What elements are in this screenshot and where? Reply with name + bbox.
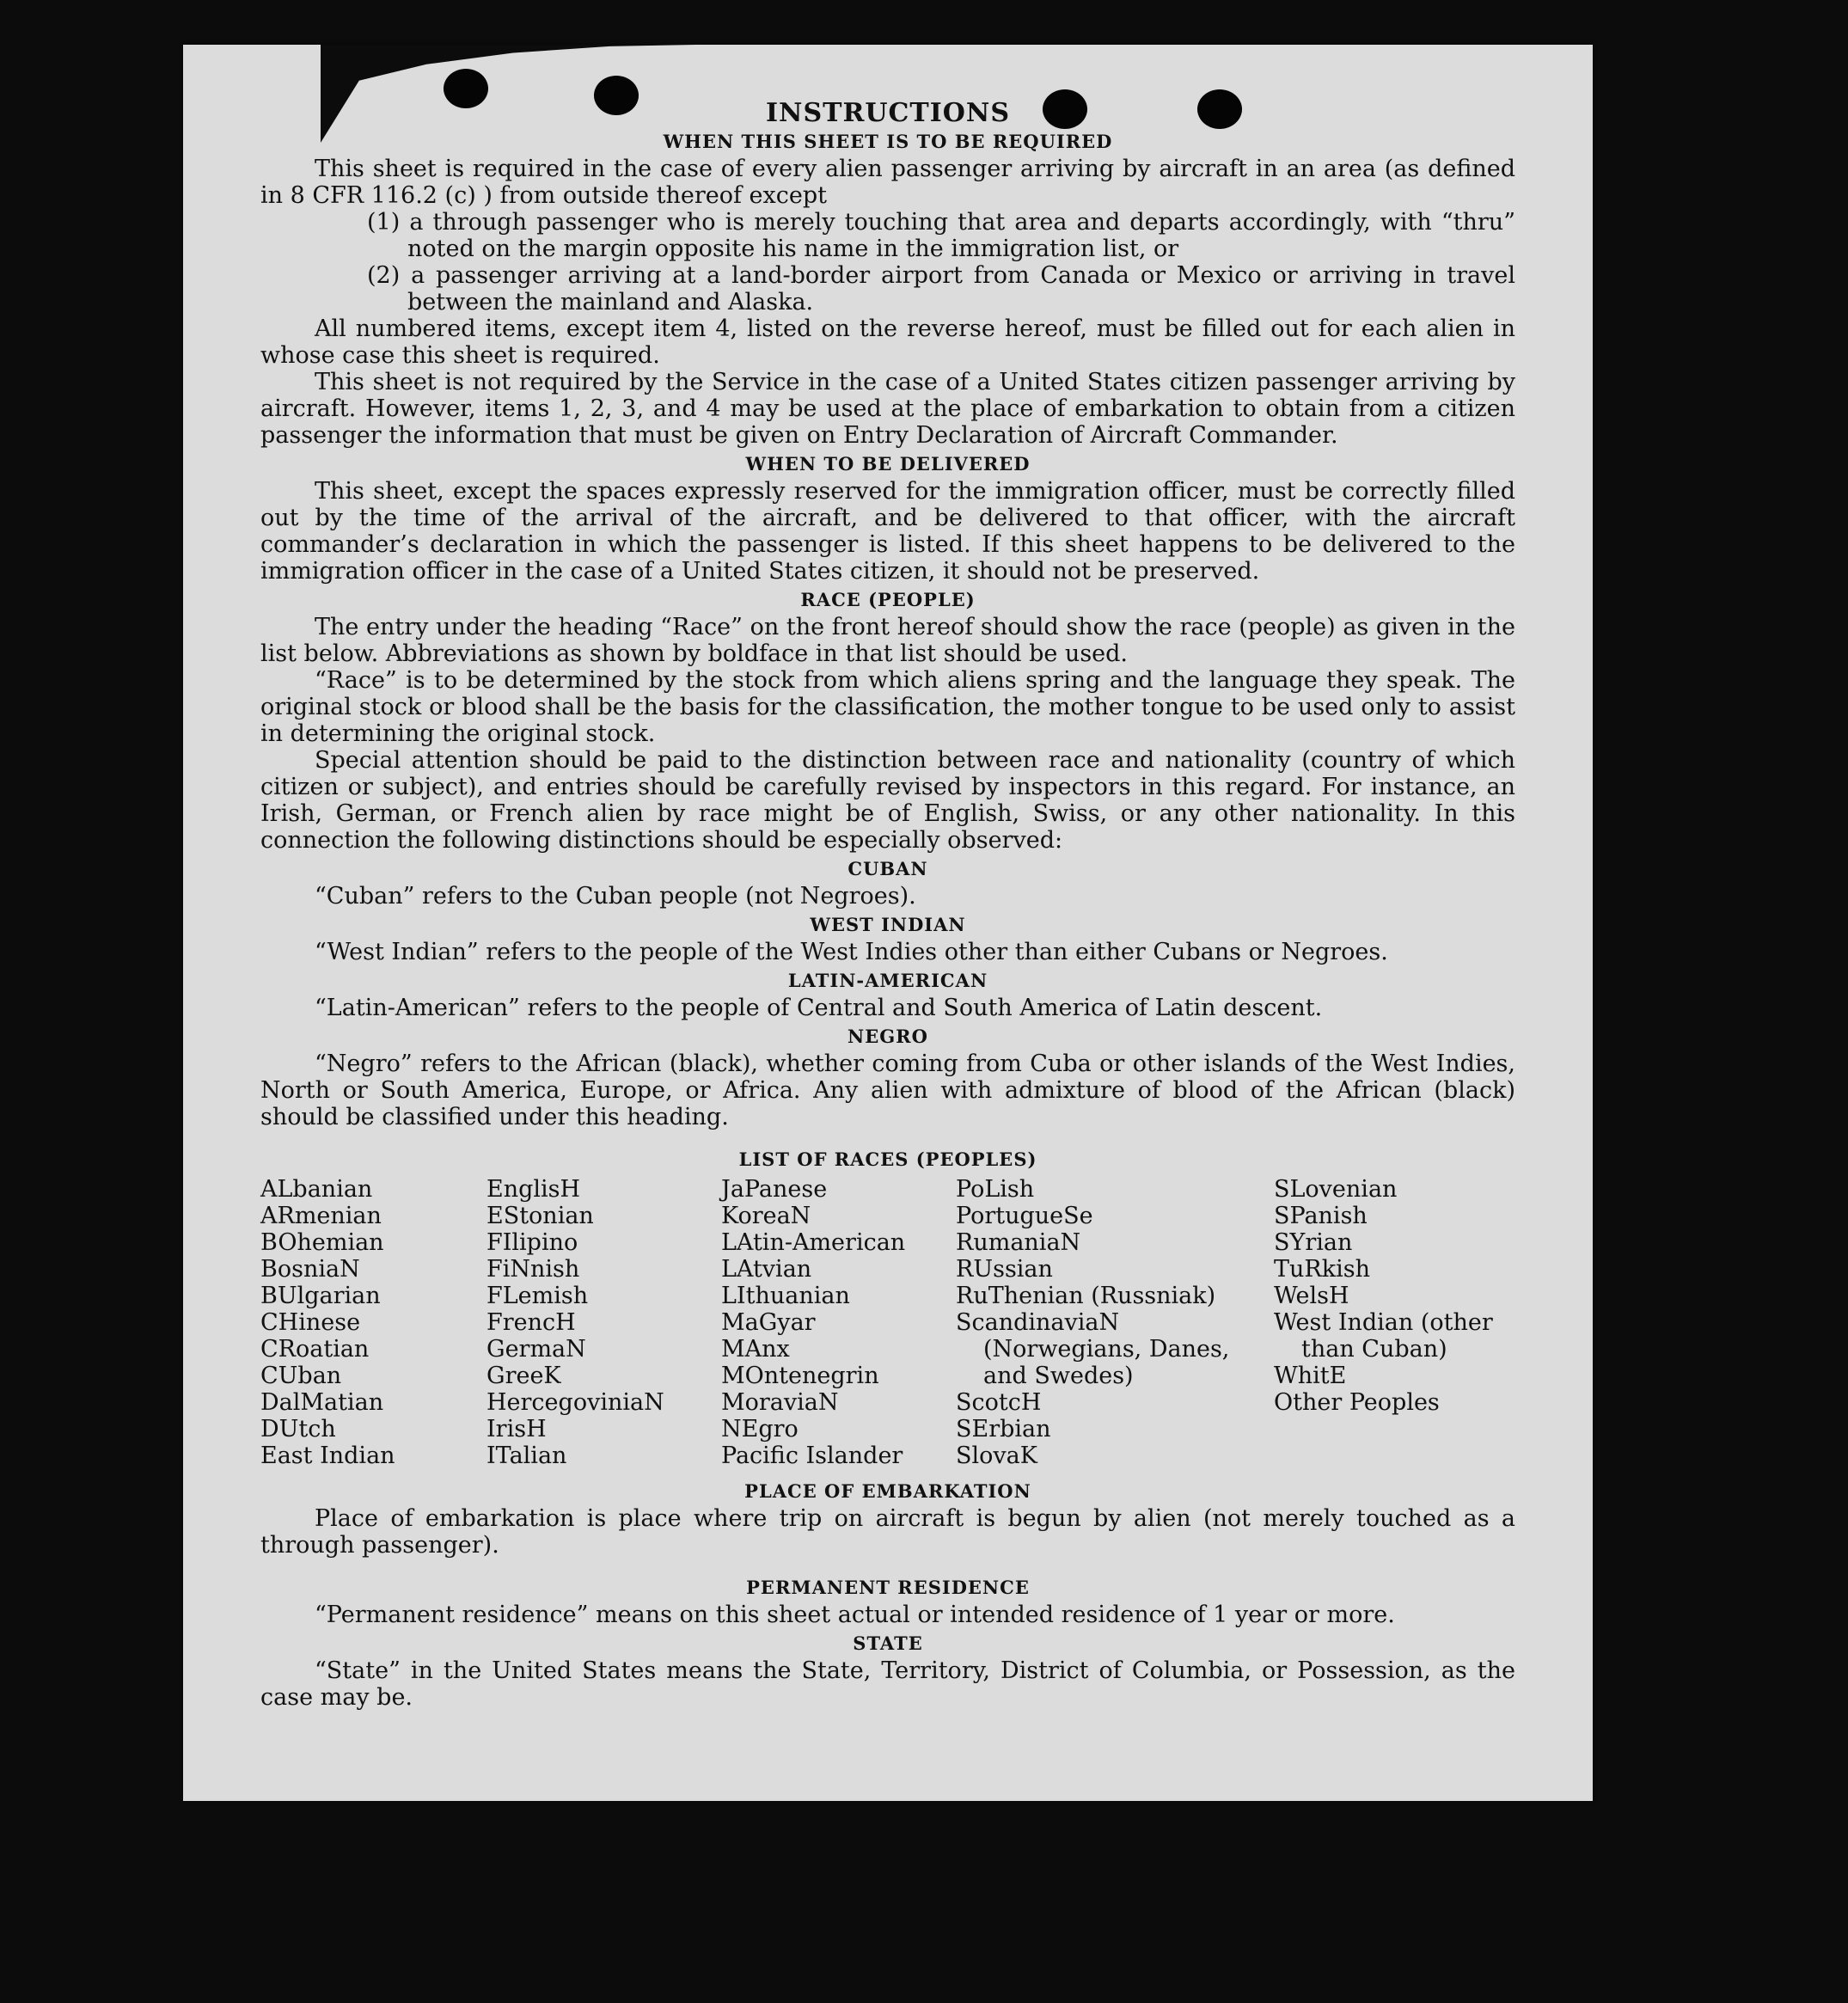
- race-item: RumaniaN: [956, 1229, 1081, 1256]
- race-item: DUtch: [260, 1416, 336, 1443]
- paragraph: The entry under the heading “Race” on the front hereof should show the race (people) as given in the list below. Abbreviations as shown by boldface in that list should be used.: [260, 614, 1515, 667]
- heading-delivered: WHEN TO BE DELIVERED: [745, 453, 1031, 475]
- race-column-4: [956, 1176, 1231, 1469]
- document-sheet: [183, 45, 1593, 1801]
- race-item: NEgro: [721, 1416, 799, 1443]
- heading-residence: PERMANENT RESIDENCE: [746, 1577, 1030, 1598]
- race-item: RuThenian (Russniak): [956, 1283, 1216, 1309]
- race-item: BosniaN: [260, 1256, 360, 1283]
- race-item: LAtvian: [721, 1256, 812, 1283]
- race-item: JaPanese: [721, 1176, 828, 1203]
- paragraph: This sheet is required in the case of every alien passenger arriving by aircraft in an area (as defined in 8 CFR 116.2 (c) ) from outside thereof except: [260, 156, 1515, 209]
- race-item: EnglisH: [486, 1176, 581, 1203]
- paragraph: “Negro” refers to the African (black), whether coming from Cuba or other islands of the West Indies, North or South America, Europe, or Africa. Any alien with admixture of blood of the African (black) should be classified under this heading.: [260, 1051, 1515, 1130]
- list-item: (2) a passenger arriving at a land-border airport from Canada or Mexico or arriving in travel between the mainland and Alaska.: [367, 262, 1515, 315]
- race-item: MoraviaN: [721, 1389, 839, 1416]
- race-item: SLovenian: [1274, 1176, 1398, 1203]
- race-item: FIlipino: [486, 1229, 578, 1256]
- race-item: BOhemian: [260, 1229, 384, 1256]
- paragraph: This sheet, except the spaces expressly reserved for the immigration officer, must be correctly filled out by the time of the arrival of the aircraft, and be delivered to that officer, with the aircraft commander’s declaration in which the passenger is listed. If this sheet happens to be delivered to the immigration officer in the case of a United States citizen, it should not be preserved.: [260, 478, 1515, 585]
- heading-list-of-races: LIST OF RACES (PEOPLES): [738, 1149, 1037, 1170]
- race-item: PortugueSe: [956, 1203, 1093, 1229]
- race-item: BUlgarian: [260, 1283, 381, 1309]
- race-item: ScotcH: [956, 1389, 1042, 1416]
- race-item: ScandinaviaN (Norwegians, Danes, and Swedes): [956, 1309, 1230, 1389]
- paragraph: Special attention should be paid to the distinction between race and nationality (country of which citizen or subject), and entries should be carefully revised by inspectors in this regard. For instance, an Irish, German, or French alien by race might be of English, Swiss, or any other nationality. In this connection the following distinctions should be especially observed:: [260, 747, 1515, 854]
- heading-state: STATE: [853, 1632, 923, 1654]
- race-column-2: [486, 1176, 721, 1469]
- race-item: KoreaN: [721, 1203, 811, 1229]
- race-item: Pacific Islander: [721, 1443, 903, 1469]
- race-item: CHinese: [260, 1309, 361, 1336]
- race-item: SlovaK: [956, 1443, 1037, 1469]
- race-item: WhitE: [1274, 1363, 1347, 1389]
- race-item: East Indian: [260, 1443, 395, 1469]
- race-item: MaGyar: [721, 1309, 816, 1336]
- heading-required: WHEN THIS SHEET IS TO BE REQUIRED: [663, 131, 1113, 152]
- race-item: FrencH: [486, 1309, 576, 1336]
- heading-race: RACE (PEOPLE): [800, 589, 976, 610]
- race-item: CUban: [260, 1363, 342, 1389]
- paragraph: “State” in the United States means the State, Territory, District of Columbia, or Possession, as the case may be.: [260, 1657, 1515, 1711]
- race-list: [260, 1176, 1515, 1469]
- paragraph: “Race” is to be determined by the stock from which aliens spring and the language they speak. The original stock or blood shall be the basis for the classification, the mother tongue to be used only to assist in determining the original stock.: [260, 667, 1515, 747]
- paragraph: “Permanent residence” means on this sheet actual or intended residence of 1 year or more.: [315, 1602, 1395, 1628]
- race-item: MOntenegrin: [721, 1363, 879, 1389]
- race-item: SYrian: [1274, 1229, 1353, 1256]
- race-item: SPanish: [1274, 1203, 1368, 1229]
- race-item: LAtin-American: [721, 1229, 906, 1256]
- race-item: ARmenian: [260, 1203, 382, 1229]
- race-item: GreeK: [486, 1363, 561, 1389]
- race-item: TuRkish: [1274, 1256, 1370, 1283]
- race-item: SErbian: [956, 1416, 1051, 1443]
- paragraph: All numbered items, except item 4, listed on the reverse hereof, must be filled out for each alien in whose case this sheet is required.: [260, 315, 1515, 369]
- race-item: DalMatian: [260, 1389, 384, 1416]
- heading-cuban: CUBAN: [848, 858, 928, 879]
- paragraph: Place of embarkation is place where trip on aircraft is begun by alien (not merely touched as a through passenger).: [260, 1505, 1515, 1559]
- race-item: FiNnish: [486, 1256, 580, 1283]
- race-column-5: [1274, 1176, 1515, 1469]
- instructions-content: [260, 100, 1515, 1711]
- heading-embarkation: PLACE OF EMBARKATION: [744, 1480, 1031, 1502]
- race-item: CRoatian: [260, 1336, 370, 1363]
- race-item: ALbanian: [260, 1176, 373, 1203]
- race-item: IrisH: [486, 1416, 547, 1443]
- paragraph: “Cuban” refers to the Cuban people (not Negroes).: [315, 883, 916, 910]
- race-item: WelsH: [1274, 1283, 1349, 1309]
- heading-latin-american: LATIN-AMERICAN: [787, 970, 988, 991]
- race-column-3: [721, 1176, 956, 1469]
- race-item: EStonian: [486, 1203, 594, 1229]
- race-item: LIthuanian: [721, 1283, 850, 1309]
- race-item: PoLish: [956, 1176, 1035, 1203]
- race-item: Other Peoples: [1274, 1389, 1440, 1416]
- paragraph: This sheet is not required by the Service in the case of a United States citizen passenger arriving by aircraft. However, items 1, 2, 3, and 4 may be used at the place of embarkation to obtain from a citizen passenger the information that must be given on Entry Declaration of Aircraft Commander.: [260, 369, 1515, 449]
- race-item: West Indian (other than Cuban): [1274, 1309, 1493, 1363]
- race-item: FLemish: [486, 1283, 589, 1309]
- heading-west-indian: WEST INDIAN: [810, 914, 966, 935]
- race-item: MAnx: [721, 1336, 790, 1363]
- race-item: GermaN: [486, 1336, 586, 1363]
- race-item: HercegoviniaN: [486, 1389, 664, 1416]
- race-item: RUssian: [956, 1256, 1053, 1283]
- paragraph: “West Indian” refers to the people of the West Indies other than either Cubans or Negroes.: [315, 939, 1388, 965]
- page-title: INSTRUCTIONS: [766, 98, 1010, 128]
- race-item: ITalian: [486, 1443, 567, 1469]
- heading-negro: NEGRO: [848, 1026, 928, 1047]
- paragraph: “Latin-American” refers to the people of Central and South America of Latin descent.: [315, 995, 1323, 1021]
- race-column-1: [260, 1176, 486, 1469]
- list-item: (1) a through passenger who is merely touching that area and departs accordingly, with “thru” noted on the margin opposite his name in the immigration list, or: [367, 209, 1515, 262]
